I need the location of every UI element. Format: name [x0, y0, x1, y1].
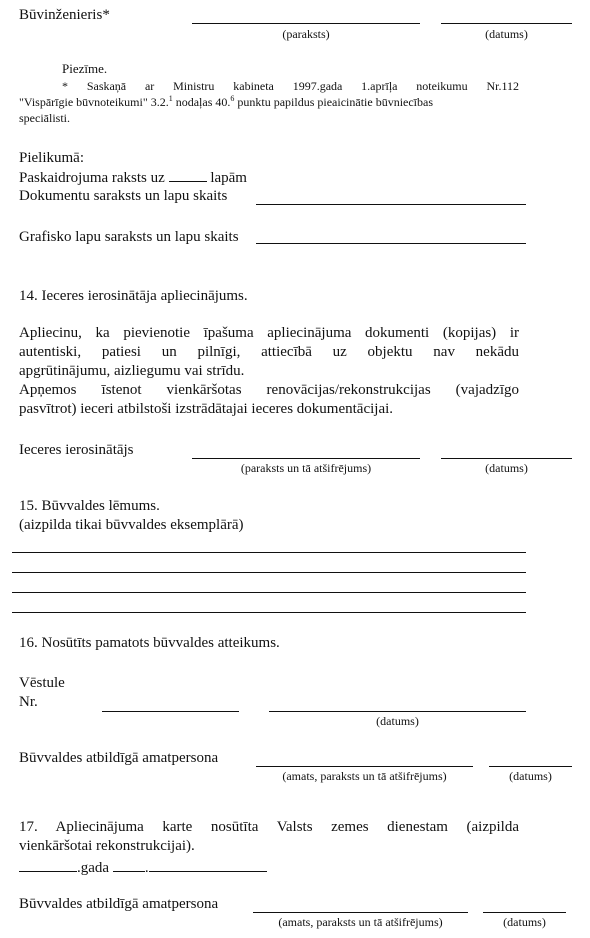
- note-line-2a: "Vispārīgie būvnoteikumi" 3.2.: [19, 95, 169, 109]
- note-title: Piezīme.: [62, 61, 108, 76]
- letter-date-caption: (datums): [376, 714, 419, 728]
- note-line-2c: punktu papildus pieaicinātie būvniecības: [234, 95, 434, 109]
- section-17-official-field[interactable]: [253, 912, 468, 913]
- section-17-year-text: .gada: [77, 860, 110, 876]
- decision-line-3[interactable]: [12, 592, 526, 593]
- section-17-official-date-field[interactable]: [483, 912, 566, 913]
- section-17-title-line-2: vienkāršotai rekonstrukcijai).: [19, 838, 195, 854]
- explanation-line: [19, 168, 247, 188]
- section-16-title: 16. Nosūtīts pamatots būvvaldes atteikums.: [19, 635, 280, 651]
- section-14-p2-line-1: Apņemos īstenot vienkāršotas renovācijas/rekonstrukcijas (vajadzīgo: [19, 382, 519, 398]
- explanation-prefix: Paskaidrojuma raksts uz: [19, 170, 165, 186]
- initiator-label: Ieceres ierosinātājs: [19, 442, 134, 458]
- section-17-official-date-caption: (datums): [503, 915, 546, 929]
- decision-line-4[interactable]: [12, 612, 526, 613]
- section-14-paragraph-1: [19, 324, 519, 419]
- attachments-label: Pielikumā:: [19, 150, 84, 166]
- section-14-title: 14. Ieceres ierosinātāja apliecinājums.: [19, 288, 248, 304]
- decision-line-1[interactable]: [12, 552, 526, 553]
- section-17-dot: .: [144, 860, 149, 876]
- note-line-2: [19, 95, 433, 110]
- section-15-title: 15. Būvvaldes lēmums.: [19, 498, 160, 514]
- note-sup-1: 1: [168, 94, 173, 103]
- section-15-subtitle: (aizpilda tikai būvvaldes eksemplārā): [19, 517, 244, 533]
- graphic-label: Grafisko lapu saraksts un lapu skaits: [19, 229, 239, 245]
- note-line-2b: nodaļas 40.: [172, 95, 231, 109]
- section-16-official-caption: (amats, paraksts un tā atšifrējums): [282, 769, 447, 783]
- section-17-month-field[interactable]: [149, 858, 267, 872]
- section-17-day-field[interactable]: [113, 858, 145, 872]
- section-17-official-caption: (amats, paraksts un tā atšifrējums): [278, 915, 443, 929]
- graphic-field[interactable]: [256, 243, 526, 244]
- initiator-date-caption: (datums): [485, 461, 528, 475]
- note-sup-2: 6: [230, 94, 235, 103]
- builder-date-caption: (datums): [485, 27, 528, 41]
- section-14-p1-line-1: Apliecinu, ka pievienotie īpašuma apliecinājuma dokumenti (kopijas) ir: [19, 325, 519, 341]
- note-line-3: speciālisti.: [19, 111, 70, 125]
- section-17-title-line-1: 17. Apliecinājuma karte nosūtīta Valsts zemes dienestam (aizpilda: [19, 819, 519, 835]
- initiator-signature-caption: (paraksts un tā atšifrējums): [240, 461, 372, 475]
- section-17-official-label: Būvvaldes atbildīgā amatpersona: [19, 896, 219, 912]
- section-17-title: [19, 818, 519, 856]
- initiator-date-field[interactable]: [441, 458, 572, 459]
- section-16-official-label: Būvvaldes atbildīgā amatpersona: [19, 750, 219, 766]
- builder-signature-caption: (paraksts): [282, 27, 330, 41]
- explanation-suffix: lapām: [210, 170, 247, 186]
- note-line-1: [62, 79, 519, 94]
- section-16-official-date-caption: (datums): [509, 769, 552, 783]
- builder-signature-field[interactable]: [192, 23, 420, 24]
- section-16-official-date-field[interactable]: [489, 766, 572, 767]
- builder-label: Būvinženieris*: [19, 7, 110, 23]
- letter-number-field[interactable]: [102, 711, 239, 712]
- explanation-pages-field[interactable]: [169, 168, 207, 182]
- documents-label: Dokumentu saraksts un lapu skaits: [19, 188, 228, 204]
- section-14-p1-line-3: apgrūtinājumu, aizliegumu vai strīdu.: [19, 363, 245, 379]
- section-14-p1-line-2: autentiski, patiesi un pilnīgi, attiecībā uz objektu nav nekādu: [19, 344, 519, 360]
- initiator-signature-field[interactable]: [192, 458, 420, 459]
- section-17-date-line: [19, 858, 267, 878]
- note-line-1-text: * Saskaņā ar Ministru kabineta 1997.gada 1.aprīļa noteikumu Nr.112: [62, 79, 519, 93]
- documents-field[interactable]: [256, 204, 526, 205]
- section-17-year-field[interactable]: [19, 858, 77, 872]
- section-16-official-field[interactable]: [256, 766, 473, 767]
- decision-line-2[interactable]: [12, 572, 526, 573]
- section-14-p2-line-2: pasvītrot) ieceri atbilstoši izstrādātajai ieceres dokumentācijai.: [19, 401, 394, 417]
- letter-label: Vēstule: [19, 675, 65, 691]
- letter-number-label: Nr.: [19, 694, 38, 710]
- builder-date-field[interactable]: [441, 23, 572, 24]
- letter-date-field[interactable]: [269, 711, 526, 712]
